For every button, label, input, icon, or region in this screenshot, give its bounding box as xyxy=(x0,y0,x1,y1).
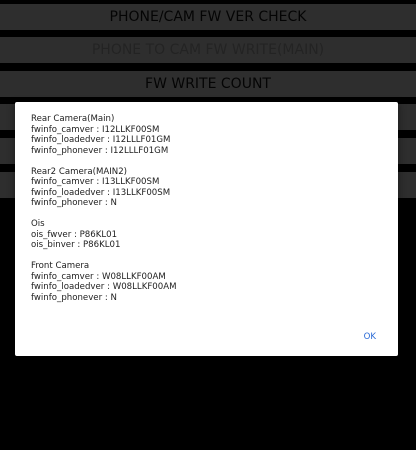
fw-version-dialog xyxy=(15,102,398,356)
rear2-camera-camver: fwinfo_camver : I13LLKF00SM xyxy=(31,177,160,187)
rear-camera-main-phonever: fwinfo_phonever : I12LLLF01GM xyxy=(31,145,169,156)
front-camera-loadedver: fwinfo_loadedver : W08LLKF00AM xyxy=(31,282,177,292)
ois-binver: ois_binver : P86KL01 xyxy=(31,240,121,250)
ois-info xyxy=(31,219,386,251)
rear-camera-main-info xyxy=(31,114,386,156)
rear2-camera-info xyxy=(31,167,386,209)
rear2-camera-title: Rear2 Camera(MAIN2) xyxy=(31,166,128,177)
dialog-message xyxy=(31,114,386,314)
rear-camera-main-title: Rear Camera(Main) xyxy=(31,114,115,124)
front-camera-info xyxy=(31,261,386,303)
ok-button[interactable]: OK xyxy=(363,332,376,342)
ois-fwver: ois_fwver : P86KL01 xyxy=(31,229,118,240)
rear2-camera-phonever: fwinfo_phonever : N xyxy=(31,198,117,208)
front-camera-title: Front Camera xyxy=(31,261,90,271)
front-camera-phonever: fwinfo_phonever : N xyxy=(31,292,117,303)
front-camera-camver: fwinfo_camver : W08LLKF00AM xyxy=(31,271,166,282)
rear2-camera-loadedver: fwinfo_loadedver : I13LLKF00SM xyxy=(31,187,171,198)
rear-camera-main-camver: fwinfo_camver : I12LLKF00SM xyxy=(31,124,160,135)
rear-camera-main-loadedver: fwinfo_loadedver : I12LLLF01GM xyxy=(31,135,171,145)
ois-title: Ois xyxy=(31,219,45,229)
